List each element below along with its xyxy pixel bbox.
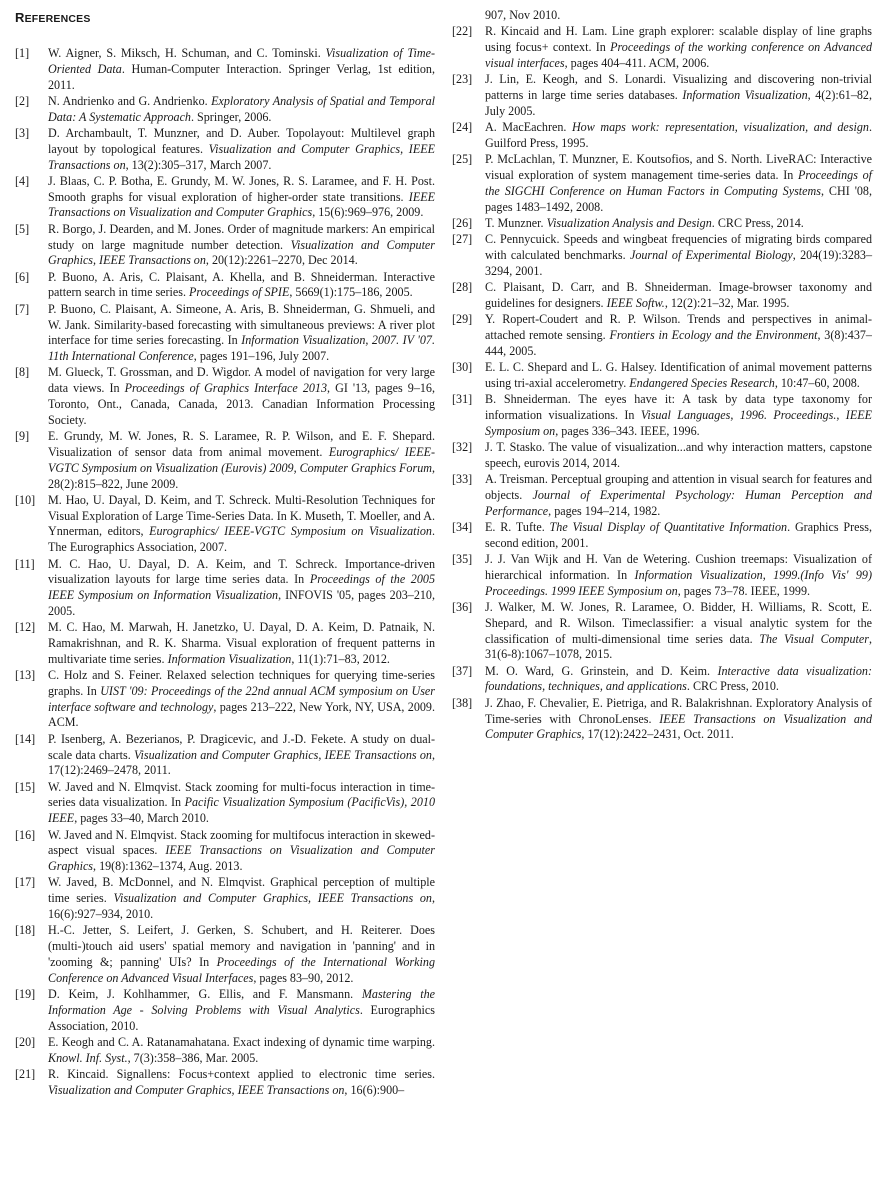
reference-entry: [452, 8, 872, 24]
reference-text: , 19(8):1362–1374, Aug. 2013.: [93, 859, 243, 874]
reference-entry: [452, 472, 872, 519]
reference-text: D. Keim, J. Kohlhammer, G. Ellis, and F. Mansmann.: [48, 987, 362, 1002]
left-column: [15, 8, 435, 1099]
reference-label: [32]: [452, 440, 473, 455]
reference-text: , 16(6):900–: [344, 1082, 405, 1097]
reference-entry: [15, 94, 435, 126]
reference-text: C. Holz and S. Feiner. Relaxed selection techniques for querying time-series graphs. In: [48, 668, 435, 698]
reference-entry: [452, 600, 872, 663]
reference-text: , 204(19):3283–3294, 2001.: [485, 247, 873, 278]
reference-text: E. L. C. Shepard and L. G. Halsey. Identification of animal movement patterns using tri-axial accelerometry.: [485, 360, 872, 390]
reference-label: [10]: [15, 492, 36, 507]
reference-text: E. Keogh and C. A. Ratanamahatana. Exact indexing of dynamic time warping.: [48, 1034, 435, 1049]
reference-title: IEEE Softw.: [606, 295, 665, 310]
reference-label: [16]: [15, 827, 36, 842]
reference-text: E. Grundy, M. W. Jones, R. S. Laramee, R. P. Wilson, and E. F. Shepard. Visualization of sensor data from animal movement.: [48, 429, 435, 459]
reference-title: Information Visualization, 2007. IV '07. 11th International Conference: [48, 333, 435, 364]
reference-label: [28]: [452, 280, 473, 295]
reference-title: Exploratory Analysis of Spatial and Temporal Data: A Systematic Approach: [48, 93, 435, 124]
right-column: [452, 8, 872, 744]
reference-entry: [452, 216, 872, 232]
reference-text: , 31(6-8):1067–1078, 2015.: [485, 631, 872, 662]
reference-text: , 20(12):2261–2270, Dec 2014.: [205, 253, 358, 268]
reference-entry: [452, 440, 872, 472]
reference-title: Visualization and Computer Graphics, IEEE Transactions on: [48, 141, 435, 172]
reference-text: J. Blaas, C. P. Botha, E. Grundy, M. W. Jones, R. S. Laramee, and F. H. Post. Smooth graphs for visual exploration of higher-order state transitions.: [48, 173, 435, 204]
reference-title: UIST '09: Proceedings of the 22nd annual ACM symposium on User interface software and technology: [48, 683, 436, 714]
reference-entry: [452, 24, 872, 71]
reference-entry: [452, 696, 872, 743]
reference-entry: [15, 365, 435, 428]
reference-entry: [452, 120, 872, 152]
reference-text: H.-C. Jetter, S. Leifert, J. Gerken, S. Schubert, and H. Reiterer. Does (multi-)touch aid users' spatial memory and navigation in 'panning' and in 'zooming &; panning' UIs? In: [48, 923, 435, 969]
reference-title: Endangered Species Research: [629, 375, 775, 390]
reference-text: , 15(6):969–976, 2009.: [312, 205, 424, 220]
reference-text: M. C. Hao, M. Marwah, H. Janetzko, U. Dayal, D. A. Keim, D. Patnaik, N. Ramakrishnan, and R. K. Sharma. Visual exploration of frequent patterns in multivariate time series.: [48, 620, 435, 666]
reference-label: [5]: [15, 221, 30, 236]
reference-label: [8]: [15, 365, 30, 380]
reference-title: Eurographics/ IEEE-VGTC Symposium on Visualization: [149, 524, 432, 539]
reference-text: 907, Nov 2010.: [485, 8, 561, 22]
reference-text: P. Isenberg, A. Bezerianos, P. Dragicevic, and J.-D. Fekete. A study on dual-scale data charts.: [48, 731, 435, 762]
reference-text: W. Javed and N. Elmqvist. Stack zooming for multi-focus interaction in time-series data visualization. In: [48, 779, 435, 810]
reference-label: [20]: [15, 1034, 36, 1049]
reference-entry: [15, 493, 435, 556]
reference-text: W. Javed, B. McDonnel, and N. Elmqvist. Graphical perception of multiple time series.: [48, 875, 435, 906]
reference-text: C. Plaisant, D. Carr, and B. Shneiderman. Image-browser taxonomy and guidelines for designers.: [485, 280, 872, 310]
reference-text: , 10:47–60, 2008.: [774, 375, 860, 390]
reference-label: [27]: [452, 232, 473, 247]
reference-text: , pages 83–90, 2012.: [253, 970, 354, 985]
reference-entry: [15, 923, 435, 986]
reference-text: , pages 191–196, July 2007.: [193, 349, 330, 364]
reference-text: J. T. Stasko. The value of visualization...and why interaction matters, capstone speech, eurovis 2014, 2014.: [485, 440, 872, 470]
reference-entry: [15, 429, 435, 492]
reference-text: Y. Ropert-Coudert and R. P. Wilson. Trends and perspectives in animal-attached remote sensing.: [485, 312, 872, 342]
reference-text: M. O. Ward, G. Grinstein, and D. Keim.: [485, 663, 718, 678]
reference-label: [11]: [15, 556, 35, 571]
reference-entry: [15, 270, 435, 302]
reference-label: [29]: [452, 312, 473, 327]
reference-title: Information Visualization, 1999.(Info Vis' 99) Proceedings. 1999 IEEE Symposium on: [485, 567, 872, 598]
reference-title: The Visual Display of Quantitative Information: [549, 520, 788, 534]
reference-title: Proceedings of the SIGCHI Conference on Human Factors in Computing Systems: [485, 167, 872, 198]
reference-entry: [15, 668, 435, 731]
reference-label: [18]: [15, 923, 36, 938]
reference-text: J. Zhao, F. Chevalier, E. Pietriga, and R. Balakrishnan. Exploratory Analysis of Time-series with ChronoLenses.: [485, 695, 872, 726]
reference-text: M. C. Hao, U. Dayal, D. A. Keim, and T. Schreck. Importance-driven visualization layouts for large time series data. In: [48, 556, 435, 587]
reference-text: A. MacEachren.: [485, 120, 572, 135]
reference-text: B. Shneiderman. The eyes have it: A task by data type taxonomy for information visualizations. In: [485, 392, 872, 422]
reference-label: [9]: [15, 429, 30, 444]
reference-text: J. Lin, E. Keogh, and S. Lonardi. Visualizing and discovering non-trivial patterns in large time series databases.: [485, 72, 872, 102]
reference-title: Journal of Experimental Biology: [629, 247, 793, 262]
reference-label: [36]: [452, 599, 473, 614]
reference-list-left: [15, 46, 435, 1099]
reference-entry: [15, 1067, 435, 1099]
reference-entry: [15, 1035, 435, 1067]
reference-text: , INFOVIS '05, pages 203–210, 2005.: [48, 588, 436, 618]
reference-text: P. Buono, A. Aris, C. Plaisant, A. Khella, and B. Shneiderman. Interactive pattern search in time series.: [48, 269, 435, 300]
reference-text: , 16(6):927–934, 2010.: [48, 891, 435, 922]
reference-title: Visualization of Time-Oriented Data: [48, 46, 435, 76]
reference-entry: [15, 780, 435, 827]
reference-text: E. R. Tufte.: [485, 520, 550, 534]
reference-text: , pages 404–411. ACM, 2006.: [564, 55, 710, 70]
reference-title: Proceedings of the working conference on Advanced visual interfaces: [485, 40, 872, 70]
reference-title: Knowl. Inf. Syst.: [48, 1050, 128, 1065]
reference-title: Interactive data visualization: foundations, techniques, and applications: [485, 663, 872, 694]
reference-label: [14]: [15, 731, 36, 746]
reference-label: [12]: [15, 620, 36, 635]
reference-title: IEEE Transactions on Visualization and Computer Graphics: [48, 189, 435, 220]
reference-text: A. Treisman. Perceptual grouping and attention in visual search for features and objects.: [485, 472, 872, 502]
reference-text: P. Buono, C. Plaisant, A. Simeone, A. Aris, B. Shneiderman, G. Shmueli, and W. Jank. Similarity-based forecasting with simultaneous previews: A river plot interface for time series forecasting. In: [48, 301, 435, 348]
reference-entry: [452, 392, 872, 439]
reference-entry: [452, 360, 872, 392]
reference-label: [15]: [15, 779, 36, 794]
reference-text: , pages 213–222, New York, NY, USA, 2009. ACM.: [48, 699, 435, 730]
reference-text: . CRC Press, 2014.: [711, 215, 804, 230]
reference-label: [30]: [452, 360, 473, 375]
reference-entry: [452, 152, 872, 215]
reference-text: N. Andrienko and G. Andrienko.: [48, 93, 212, 108]
reference-text: C. Pennycuick. Speeds and wingbeat frequencies of migrating birds compared with calculated benchmarks.: [485, 232, 872, 262]
reference-title: Proceedings of the International Working Conference on Advanced Visual Interfaces: [48, 954, 436, 985]
reference-label: [33]: [452, 472, 473, 487]
reference-label: [35]: [452, 552, 473, 567]
reference-entry: [452, 312, 872, 359]
reference-title: Information Visualization: [167, 651, 292, 666]
reference-text: , pages 194–214, 1982.: [548, 503, 661, 518]
reference-text: . Graphics Press, second edition, 2001.: [485, 520, 872, 550]
reference-text: J. J. Van Wijk and H. Van de Wetering. Cushion treemaps: Visualization of hierarchical information. In: [485, 552, 872, 582]
reference-title: Journal of Experimental Psychology: Human Perception and Performance: [485, 487, 872, 518]
reference-text: R. Kincaid. Signallens: Focus+context applied to electronic time series.: [48, 1067, 435, 1081]
reference-entry: [15, 46, 435, 93]
reference-entry: [15, 174, 435, 221]
reference-text: , pages 73–78. IEEE, 1999.: [677, 583, 811, 598]
reference-text: , 17(12):2422–2431, Oct. 2011.: [581, 727, 734, 742]
reference-entry: [15, 126, 435, 173]
reference-text: R. Kincaid and H. Lam. Line graph explorer: scalable display of line graphs using focus+ context. In: [485, 24, 872, 55]
reference-title: Proceedings of SPIE: [189, 285, 290, 300]
reference-title: Visualization and Computer Graphics, IEEE Transactions on: [48, 1082, 345, 1097]
reference-entry: [15, 732, 435, 779]
reference-title: Visual Languages, 1996. Proceedings., IEEE Symposium on: [485, 407, 872, 438]
reference-text: . Human-Computer Interaction. Springer Verlag, 1st edition, 2011.: [48, 61, 435, 92]
reference-text: , 13(2):305–317, March 2007.: [125, 157, 272, 172]
reference-entry: [452, 520, 872, 552]
reference-label: [6]: [15, 269, 30, 284]
reference-title: Proceedings of Graphics Interface 2013: [124, 381, 328, 396]
reference-entry: [452, 664, 872, 696]
reference-title: Proceedings of the 2005 IEEE Symposium on Information Visualization: [48, 572, 435, 603]
reference-title: Visualization Analysis and Design: [546, 215, 712, 230]
reference-text: , 28(2):815–822, June 2009.: [48, 460, 436, 491]
reference-entry: [452, 232, 872, 279]
section-heading: REFERENCES: [15, 10, 91, 25]
reference-entry: [15, 987, 435, 1034]
reference-title: Information Visualization: [682, 87, 808, 102]
reference-text: P. McLachlan, T. Munzner, E. Koutsofios, and S. North. LiveRAC: Interactive visual exploration of system management time-series data. In: [485, 152, 872, 182]
reference-title: Visualization and Computer Graphics, IEEE Transactions on: [113, 891, 432, 906]
reference-text: , pages 33–40, March 2010.: [74, 811, 209, 826]
reference-label: [2]: [15, 93, 30, 108]
reference-text: J. Walker, M. W. Jones, R. Laramee, O. Bidder, H. Williams, R. Scott, E. Shepard, and R. Wilson. Timeclassifier: a visual analytic system for the classification of multi-dimensional time series data.: [485, 599, 872, 646]
reference-label: [4]: [15, 173, 30, 188]
reference-text: M. Hao, U. Dayal, D. Keim, and T. Schreck. Multi-Resolution Techniques for Visual Exploration of Large Time-Series Data. In K. Museth, T. Moeller, and A. Ynnerman, editors,: [48, 492, 435, 539]
reference-entry: [452, 72, 872, 119]
reference-text: . Springer, 2006.: [190, 109, 272, 124]
reference-label: [3]: [15, 125, 30, 140]
reference-label: [23]: [452, 72, 473, 87]
reference-label: [24]: [452, 120, 473, 135]
reference-label: [1]: [15, 46, 30, 60]
reference-title: Eurographics/ IEEE-VGTC Symposium on Visualization (Eurovis) 2009, Computer Graphics Forum: [48, 444, 436, 475]
reference-text: M. Glueck, T. Grossman, and D. Wigdor. A model of navigation for very large data views. In: [48, 365, 435, 396]
reference-label: [21]: [15, 1067, 36, 1081]
reference-text: , 4(2):61–82, July 2005.: [485, 87, 872, 118]
reference-title: Mastering the Information Age - Solving Problems with Visual Analytics: [48, 987, 435, 1017]
reference-text: , GI '13, pages 9–16, Toronto, Ont., Canada, Canada, 2013. Canadian Information Processing Society.: [48, 381, 436, 427]
reference-title: How maps work: representation, visualization, and design: [571, 120, 869, 135]
reference-title: Visualization and Computer Graphics, IEEE Transactions on: [134, 747, 432, 762]
reference-label: [17]: [15, 875, 36, 890]
reference-text: , 5669(1):175–186, 2005.: [289, 285, 413, 300]
reference-text: , pages 336–343. IEEE, 1996.: [555, 423, 700, 438]
reference-entry: [452, 280, 872, 312]
reference-title: Pacific Visualization Symposium (PacificVis), 2010 IEEE: [48, 795, 435, 826]
reference-label: [25]: [452, 152, 473, 167]
reference-text: . CRC Press, 2010.: [686, 679, 779, 694]
reference-label: [38]: [452, 695, 473, 710]
reference-title: Visualization and Computer Graphics, IEEE Transactions on: [48, 237, 436, 268]
reference-entry: [452, 552, 872, 599]
reference-label: [19]: [15, 987, 36, 1002]
reference-text: W. Aigner, S. Miksch, H. Schuman, and C. Tominski.: [48, 46, 326, 60]
reference-entry: [15, 222, 435, 269]
reference-entry: [15, 875, 435, 922]
reference-title: Frontiers in Ecology and the Environment: [609, 327, 818, 342]
reference-title: The Visual Computer: [759, 631, 869, 646]
reference-entry: [15, 620, 435, 667]
reference-text: , 12(2):21–32, Mar. 1995.: [664, 295, 790, 310]
reference-text: W. Javed and N. Elmqvist. Stack zooming for multifocus interaction in skewed-aspect visual spaces.: [48, 827, 435, 858]
reference-text: . The Eurographics Association, 2007.: [48, 524, 435, 555]
reference-text: R. Borgo, J. Dearden, and M. Jones. Order of magnitude markers: An empirical study on large magnitude number detection.: [48, 221, 435, 252]
reference-text: , 17(12):2469–2478, 2011.: [48, 747, 435, 778]
reference-text: , 3(8):437–444, 2005.: [485, 327, 872, 358]
reference-entry: [15, 828, 435, 875]
reference-label: [31]: [452, 392, 473, 407]
reference-label: [26]: [452, 215, 473, 230]
reference-text: , 7(3):358–386, Mar. 2005.: [127, 1050, 259, 1065]
reference-text: , 11(1):71–83, 2012.: [291, 651, 390, 666]
reference-label: [13]: [15, 668, 36, 683]
reference-label: [7]: [15, 301, 30, 316]
reference-label: [37]: [452, 663, 473, 678]
reference-title: IEEE Transactions on Visualization and Computer Graphics: [48, 843, 435, 874]
reference-label: [34]: [452, 520, 473, 534]
reference-text: . Eurographics Association, 2010.: [48, 1002, 435, 1033]
reference-title: IEEE Transactions on Visualization and Computer Graphics: [485, 711, 872, 742]
reference-label: [22]: [452, 24, 473, 39]
reference-text: , CHI '08, pages 1483–1492, 2008.: [485, 183, 872, 214]
reference-entry: [15, 557, 435, 620]
reference-list-right: [452, 8, 872, 743]
reference-text: . Guilford Press, 1995.: [485, 120, 872, 150]
reference-text: T. Munzner.: [485, 215, 547, 230]
reference-entry: [15, 302, 435, 365]
reference-text: D. Archambault, T. Munzner, and D. Auber. Topolayout: Multilevel graph layout by topological features.: [48, 125, 435, 156]
